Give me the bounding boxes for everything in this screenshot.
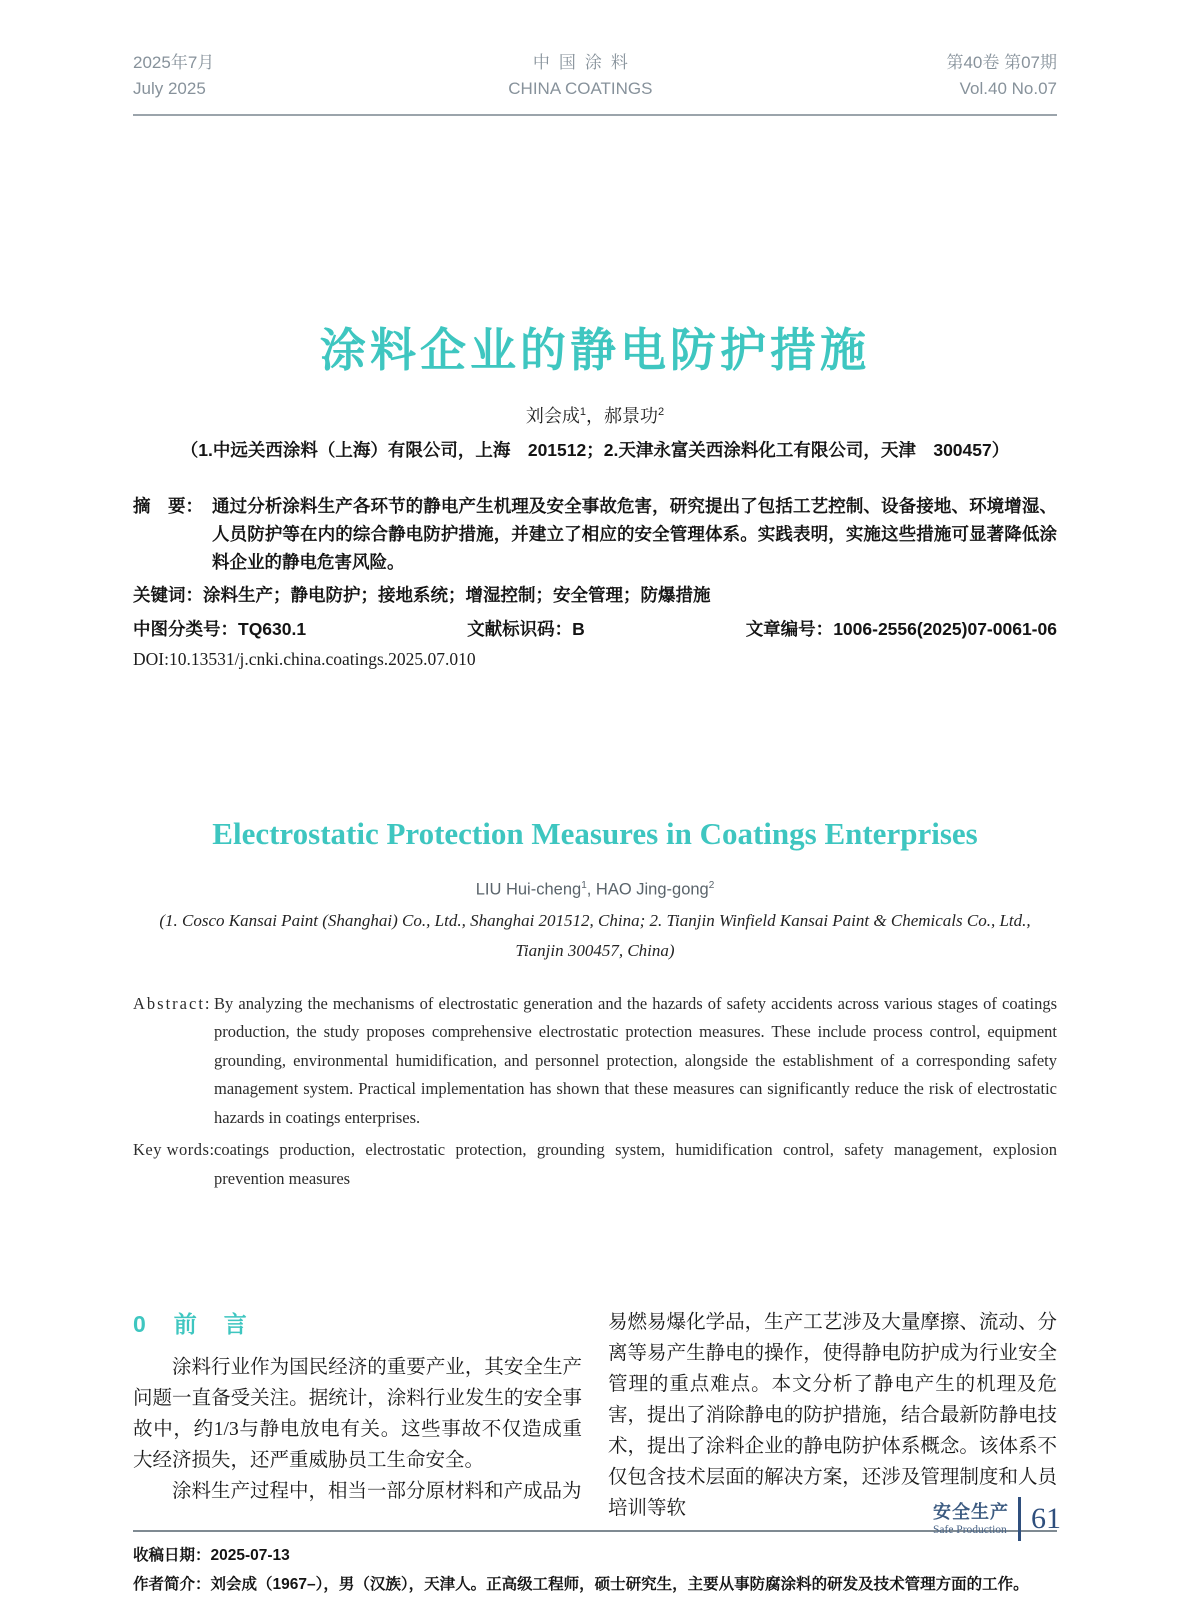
document-code-label: 文献标识码：: [467, 619, 573, 639]
clc-label: 中图分类号：: [133, 619, 238, 639]
section-0-title: 前 言: [173, 1311, 249, 1337]
received-date-line: [133, 1545, 1057, 1567]
body-columns: [133, 1307, 1057, 1524]
author-en-2: HAO Jing-gong: [595, 880, 709, 899]
journal-name-cn: 中国涂料: [532, 53, 637, 72]
page-footer: [933, 1497, 1061, 1541]
authors-en: [133, 880, 1057, 900]
running-head-journal: [508, 50, 652, 102]
author-cn-1-sup: 1: [579, 406, 586, 418]
abstract-cn: [133, 492, 1057, 576]
left-column: [133, 1307, 582, 1524]
right-column: [608, 1307, 1057, 1524]
keywords-en-text: coatings production, electrostatic protection, grounding system, humidification control, safety management, explosion prevention measures: [214, 1140, 1057, 1188]
article-id-value: 1006-2556(2025)07-0061-06: [833, 619, 1057, 639]
abstract-en-text: By analyzing the mechanisms of electrostatic generation and the hazards of safety accidents across various stages of coatings production, the study proposes comprehensive electrostatic protection measures. These include process control, equipment grounding, environmental humidification, and personnel protection, alongside the establishment of a corresponding safety management system. Practical implementation has shown that these measures can significantly reduce the risk of electrostatic hazards in coatings enterprises.: [214, 993, 1057, 1127]
received-date-value: 2025-07-13: [210, 1547, 290, 1564]
clc-value: TQ630.1: [238, 619, 307, 639]
body-paragraph-2: 涂料生产过程中，相当一部分原材料和产成品为: [172, 1481, 582, 1502]
journal-name-en: CHINA COATINGS: [508, 79, 653, 98]
affiliation-en: [133, 906, 1057, 966]
document-code: [467, 616, 585, 641]
page-number: 61: [1031, 1502, 1061, 1535]
abstract-cn-label: 摘 要：: [133, 496, 203, 516]
author-cn-2-sup: 2: [658, 406, 665, 418]
abstract-cn-text: 通过分析涂料生产各环节的静电产生机理及安全事故危害，研究提出了包括工艺控制、设备接地、环境增湿、人员防护等在内的综合静电防护措施，并建立了相应的安全管理体系。实践表明，实施这些措施可显著降低涂料企业的静电危害风险。: [212, 496, 1057, 572]
document-code-value: B: [572, 619, 585, 639]
footer-section-cn: 安全生产: [933, 1502, 1009, 1522]
keywords-cn-label: 关键词：: [133, 585, 203, 605]
author-en-2-sup: 2: [708, 880, 715, 891]
date-en: July 2025: [133, 79, 206, 98]
article-id-label: 文章编号：: [745, 619, 834, 639]
keywords-cn: [133, 582, 1057, 607]
footer-divider: [1018, 1497, 1021, 1541]
authors-cn: [133, 402, 1057, 428]
running-head-issue: [946, 50, 1057, 102]
author-bio-value: 刘会成（1967–），男（汉族），天津人。正高级工程师，硕士研究生，主要从事防腐涂料的研发及技术管理方面的工作。: [210, 1576, 1029, 1593]
body-paragraph-continued: 易燃易爆化学品，生产工艺涉及大量摩擦、流动、分离等易产生静电的操作，使得静电防护成为行业安全管理的重点难点。本文分析了静电产生的机理及危害，提出了消除静电的防护措施，结合最新防静电技术，提出了涂料企业的静电防护体系概念。该体系不仅包含技术层面的解决方案，还涉及管理制度和人员培训等软: [608, 1312, 1057, 1519]
issue-en: Vol.40 No.07: [959, 79, 1057, 98]
article-title-en: Electrostatic Protection Measures in Coatings Enterprises: [212, 816, 978, 851]
author-en-1-sup: 1: [581, 880, 587, 891]
author-cn-1: 刘会成: [525, 406, 580, 426]
footnote-block: [133, 1530, 1057, 1596]
received-date-label: 收稿日期：: [133, 1547, 211, 1564]
abstract-en: [133, 990, 1057, 1133]
keywords-en: [133, 1136, 1057, 1193]
footer-section-en: Safe Production: [933, 1524, 1007, 1536]
keywords-cn-text: 涂料生产；静电防护；接地系统；增湿控制；安全管理；防爆措施: [203, 585, 711, 605]
header-rule: [133, 114, 1057, 116]
authors-en-separator: ,: [586, 880, 596, 899]
running-head-date: [133, 50, 214, 102]
footer-section: [933, 1502, 1009, 1536]
running-head: [133, 0, 1057, 102]
article-title-cn: 涂料企业的静电防护措施: [320, 324, 870, 376]
author-bio-line: [133, 1574, 1057, 1596]
keywords-en-label: Key words:: [133, 1140, 215, 1159]
date-cn: 2025年7月: [133, 53, 215, 72]
author-bio-label: 作者简介：: [133, 1576, 211, 1593]
section-0-number: 0: [133, 1311, 148, 1337]
body-paragraph-1: 涂料行业作为国民经济的重要产业，其安全生产问题一直备受关注。据统计，涂料行业发生的安全事故中，约1/3与静电放电有关。这些事故不仅造成重大经济损失，还严重威胁员工生命安全。: [133, 1357, 582, 1471]
affiliation-cn: （1.中远关西涂料（上海）有限公司，上海 201512；2.天津永富关西涂料化工有限公司，天津 300457）: [180, 440, 1010, 460]
affiliation-en-line2: Tianjin 300457, China): [515, 940, 675, 960]
section-0-heading: [133, 1309, 582, 1340]
author-en-1: LIU Hui-cheng: [475, 880, 582, 899]
issue-cn: 第40卷 第07期: [946, 53, 1057, 72]
author-cn-2: 郝景功: [604, 406, 658, 426]
authors-cn-separator: ，: [586, 406, 604, 426]
abstract-en-label: Abstract:: [133, 993, 212, 1013]
affiliation-en-line1: (1. Cosco Kansai Paint (Shanghai) Co., Ltd., Shanghai 201512, China; 2. Tianjin Winfield Kansai Paint & Chemicals Co., Ltd.,: [159, 910, 1031, 930]
doi-line: DOI:10.13531/j.cnki.china.coatings.2025.07.010: [133, 649, 476, 669]
article-id: [746, 616, 1057, 641]
clc-number: [133, 616, 306, 641]
classification-row: [133, 616, 1057, 641]
